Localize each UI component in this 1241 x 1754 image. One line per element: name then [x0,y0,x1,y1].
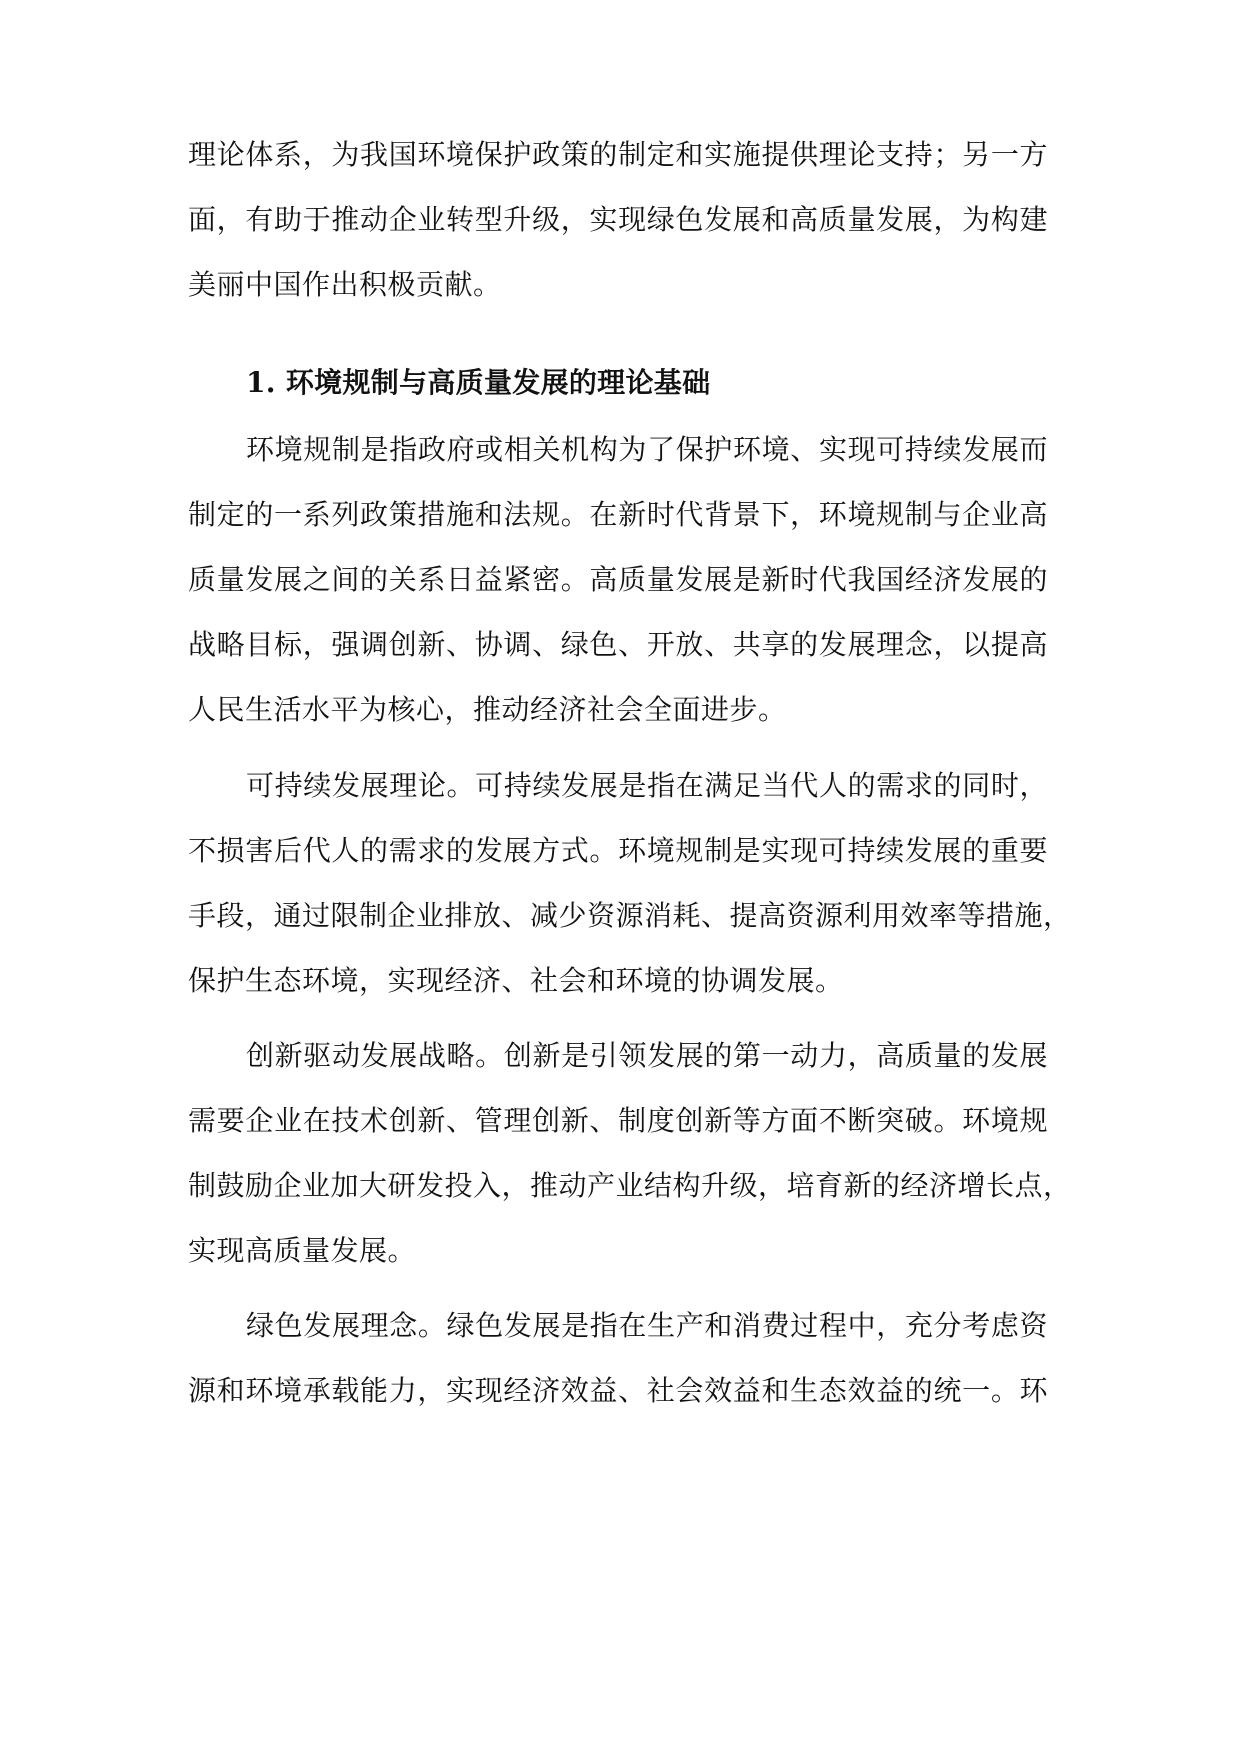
document-body [188,0,1072,1754]
intro-line-1: 理论体系，为我国环境保护政策的制定和实施提供理论支持；另一方 [188,138,1048,171]
paragraph-4-line-2: 源和环境承载能力，实现经济效益、社会效益和生态效益的统一。环 [188,1374,1048,1407]
paragraph-1-line-2: 制定的一系列政策措施和法规。在新时代背景下，环境规制与企业高 [188,498,1048,531]
paragraph-3-line-2: 需要企业在技术创新、管理创新、制度创新等方面不断突破。环境规 [188,1104,1048,1137]
paragraph-1-line-1: 环境规制是指政府或相关机构为了保护环境、实现可持续发展而 [246,433,1048,466]
paragraph-2-line-3: 手段，通过限制企业排放、减少资源消耗、提高资源利用效率等措施， [188,899,1072,932]
paragraph-3-line-4: 实现高质量发展。 [188,1234,417,1267]
paragraph-3-line-3: 制鼓励企业加大研发投入，推动产业结构升级，培育新的经济增长点， [188,1169,1072,1202]
paragraph-1-line-3: 质量发展之间的关系日益紧密。高质量发展是新时代我国经济发展的 [188,563,1048,596]
section-heading: 1. 环境规制与高质量发展的理论基础 [246,366,711,399]
intro-line-2: 面，有助于推动企业转型升级，实现绿色发展和高质量发展，为构建 [188,203,1048,236]
paragraph-1-line-4: 战略目标，强调创新、协调、绿色、开放、共享的发展理念，以提高 [188,628,1048,661]
paragraph-1-line-5: 人民生活水平为核心，推动经济社会全面进步。 [188,693,787,726]
paragraph-2-line-2: 不损害后代人的需求的发展方式。环境规制是实现可持续发展的重要 [188,834,1048,867]
paragraph-4-line-1: 绿色发展理念。绿色发展是指在生产和消费过程中，充分考虑资 [246,1309,1048,1342]
paragraph-2-line-4: 保护生态环境，实现经济、社会和环境的协调发展。 [188,964,844,997]
paragraph-2-line-1: 可持续发展理论。可持续发展是指在满足当代人的需求的同时， [246,769,1048,802]
paragraph-3-line-1: 创新驱动发展战略。创新是引领发展的第一动力，高质量的发展 [246,1039,1048,1072]
intro-line-3: 美丽中国作出积极贡献。 [188,268,502,301]
